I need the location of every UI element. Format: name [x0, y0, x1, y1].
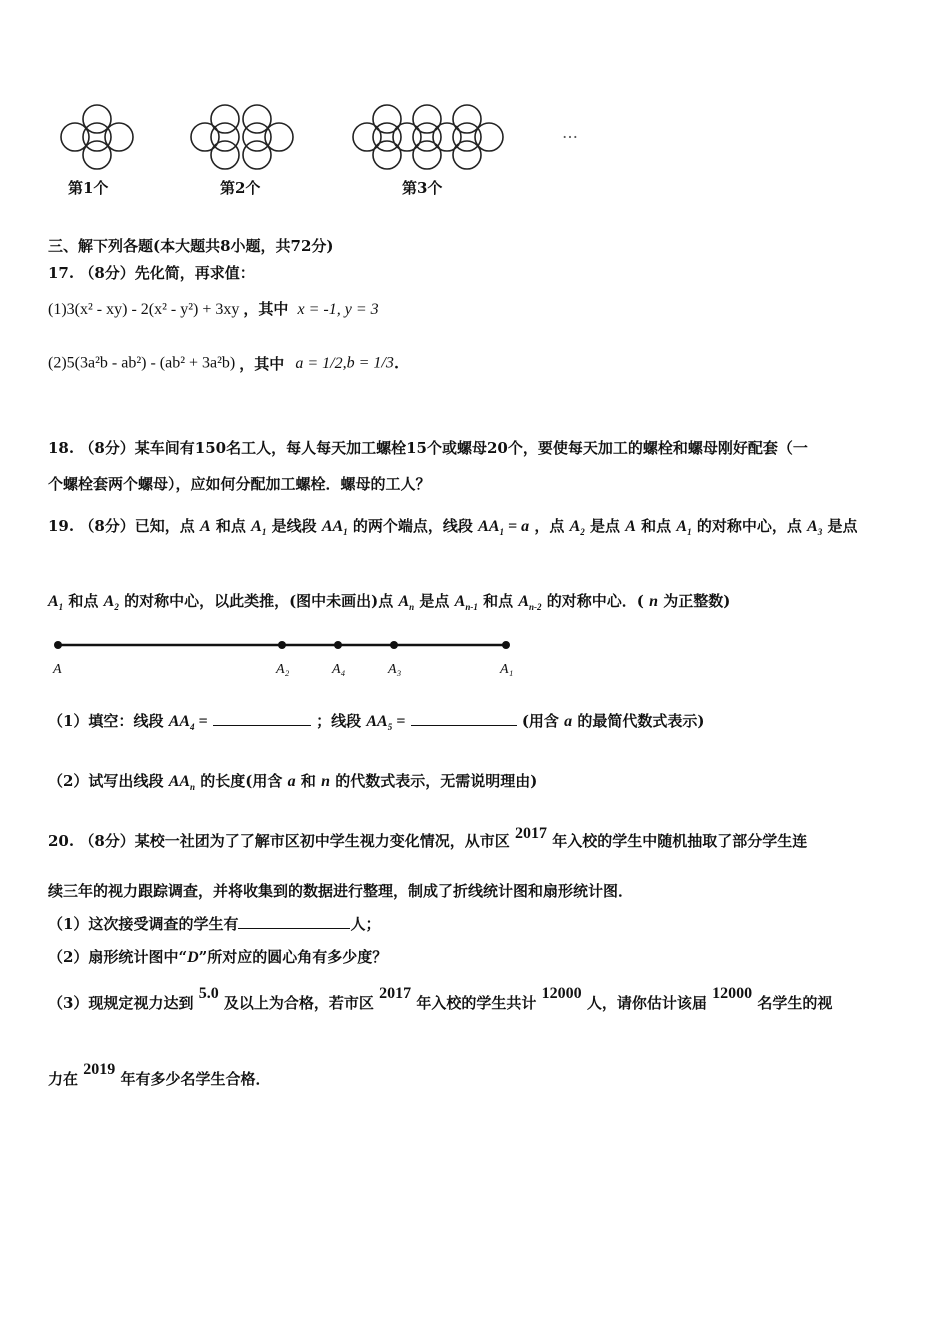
pattern-label-3: 第3个	[402, 179, 443, 197]
q19-seg-aa1: $AA_1$	[321, 518, 348, 538]
q19-sub2	[48, 770, 537, 792]
q19-center: 的对称中心，点	[696, 517, 802, 535]
q17-part1-where: ，其中	[243, 300, 289, 318]
q19-point-dot-a4	[334, 641, 342, 649]
q19-s1-pre: （1）填空：线段	[48, 712, 164, 730]
q19-seg: 是线段	[271, 517, 317, 535]
q19-point-a3: $A_3$	[807, 518, 823, 538]
q20-s2-post: ”所对应的圆心角有多少度？	[198, 948, 388, 966]
q19-point-a1: $A_1$	[251, 518, 267, 538]
q19-s2-a: a	[287, 773, 296, 790]
q20-s3-mid4: 名学生的视	[757, 994, 833, 1012]
q19-line2	[48, 590, 730, 612]
q19-point-a2: $A_2$	[569, 518, 585, 538]
q20-sub1	[48, 913, 380, 934]
pattern-label-2: 第2个	[220, 179, 261, 197]
q20-s3-mid1: 及以上为合格，若市区	[223, 994, 374, 1012]
circle-pattern-svg	[50, 95, 610, 205]
q17-part2-end: .	[393, 354, 400, 373]
q19-l2-an: $A_n$	[398, 593, 415, 613]
q20-last-post: 年有多少名学生合格．	[120, 1070, 271, 1088]
q19-l2-a2: $A_2$	[103, 593, 119, 613]
q19-diagram-label-a2: A₂	[276, 662, 290, 677]
q19-l2-center: 的对称中心，以此类推，(图中未画出)点	[124, 592, 394, 610]
q19-diagram-label-a: A	[53, 662, 62, 677]
q19-l2-is: 是点	[419, 592, 450, 610]
q20-last-pre: 力在	[48, 1070, 79, 1088]
q19-s1-blank2[interactable]	[411, 710, 517, 726]
q19-s1-blank1[interactable]	[213, 710, 311, 726]
q20-sub3	[48, 985, 833, 1013]
pattern-3-circles	[353, 105, 503, 169]
q19-and1: 和点	[215, 517, 246, 535]
q19-l2-a1: $A_1$	[48, 593, 64, 613]
q19-diagram-label-a1: A₁	[500, 662, 514, 677]
q19-s1-a: a	[564, 713, 573, 730]
q19-point-a-2: A	[625, 518, 636, 535]
q19-s1-post2: 的最简代数式表示)	[577, 712, 705, 730]
q19-point-dot-a2	[278, 641, 286, 649]
q19-l2-and2: 和点	[483, 592, 514, 610]
q19-is2: 是点	[827, 517, 858, 535]
q19-s2-pre: （2）试写出线段	[48, 772, 164, 790]
q17-part2-expression: (2)5(3a²b - ab²) - (ab² + 3a²b)	[48, 354, 236, 372]
q19-aa1-eq-a: $AA_1 = a$	[478, 518, 530, 538]
q19-line1	[48, 515, 857, 537]
q19-s1-aa4: $AA_4$ =	[168, 713, 208, 733]
q20-head2: 年入校的学生中随机抽取了部分学生连	[552, 832, 808, 850]
q18-line2: 个螺栓套两个螺母），应如何分配加工螺栓．螺母的工人？	[48, 475, 431, 493]
q20-last-year: 2019	[83, 1061, 116, 1078]
q19-diagram-label-a3: A₃	[388, 662, 402, 677]
q19-l2-an1: $A_{n-1}$	[454, 593, 478, 613]
q19-s2-post: 的代数式表示，无需说明理由)	[335, 772, 538, 790]
q17-part2	[48, 353, 399, 399]
q17-part2-where: ，其中	[239, 355, 285, 373]
q19-segment-diagram	[48, 635, 528, 685]
q19-s1-aa5: $AA_5$ =	[366, 713, 406, 733]
q19-comma: ，点	[534, 517, 565, 535]
q19-l2-int: 为正整数)	[663, 592, 731, 610]
q17-part1-condition: x = -1, y = 3	[297, 301, 379, 318]
q19-point-dot-a1	[502, 641, 510, 649]
q19-l2-center2: 的对称中心．(	[546, 592, 644, 610]
q19-point-dot-a3	[390, 641, 398, 649]
q19-l2-and: 和点	[68, 592, 99, 610]
pattern-1-circles	[61, 105, 133, 169]
q17-part1	[48, 298, 379, 319]
q19-point-a1-2: $A_1$	[676, 518, 692, 538]
q20-line2: 续三年的视力跟踪调查，并将收集到的数据进行整理，制成了折线统计图和扇形统计图．	[48, 882, 634, 900]
pattern-label-1: 第1个	[68, 179, 109, 197]
q19-point-dot-a	[54, 641, 62, 649]
q20-s3-year: 2017	[379, 985, 412, 1002]
q20-s3-count2: 12000	[712, 985, 753, 1002]
q20-s3-mid2: 年入校的学生共计	[416, 994, 537, 1012]
q20-sub2	[48, 946, 387, 967]
q20-head: 20. （8分）某校一社团为了了解市区初中学生视力变化情况，从市区	[48, 832, 510, 850]
q17-heading: 17. （8分）先化简，再求值：	[48, 264, 255, 282]
circle-pattern-figure	[50, 95, 610, 205]
q19-and2: 和点	[641, 517, 672, 535]
pattern-ellipsis: …	[562, 123, 578, 142]
q17-part2-sep: ,	[342, 354, 347, 372]
q19-head: 19. （8分）已知，点	[48, 517, 195, 535]
q19-s2-n: n	[321, 773, 331, 790]
q20-s3-mid3: 人，请你估计该届	[586, 994, 707, 1012]
q20-s2-pre: （2）扇形统计图中“	[48, 948, 188, 966]
q17-part2-condition-a: a = 1/2	[295, 354, 343, 372]
q20-s2-letter: D	[187, 949, 199, 966]
q19-diagram-label-a4: A₄	[332, 662, 346, 677]
q20-last-line	[48, 1061, 271, 1089]
q20-line1	[48, 825, 808, 851]
q19-l2-an2: $A_{n-2}$	[518, 593, 542, 613]
section-heading: 三、解下列各题(本大题共8小题，共72分)	[48, 237, 334, 255]
q17-part2-condition-b: b = 1/3	[346, 354, 394, 372]
q19-is: 是点	[590, 517, 621, 535]
q19-s2-and: 和	[300, 772, 316, 790]
q19-ends: 的两个端点，线段	[352, 517, 473, 535]
q20-s1-post: 人；	[350, 915, 381, 933]
q19-sub1	[48, 710, 705, 732]
q18-line1: 18. （8分）某车间有150名工人，每人每天加工螺栓15个或螺母20个，要使每天加工的螺栓和螺母刚好配套（一	[48, 439, 808, 457]
q20-s3-val: 5.0	[198, 985, 219, 1002]
q20-s1-pre: （1）这次接受调查的学生有	[48, 915, 239, 933]
q19-l2-n: n	[649, 593, 659, 610]
q20-s1-blank[interactable]	[238, 913, 350, 929]
q19-s1-post: (用含	[521, 712, 559, 730]
q19-point-a: A	[200, 518, 211, 535]
pattern-2-circles	[191, 105, 293, 169]
q20-s3-pre: （3）现规定视力达到	[48, 994, 194, 1012]
q20-year1: 2017	[515, 825, 547, 842]
q19-s1-mid: ；线段	[316, 712, 362, 730]
q19-s2-aan: $AA_n$	[168, 773, 196, 793]
q17-part1-expression: (1)3(x² - xy) - 2(x² - y²) + 3xy	[48, 301, 240, 318]
q19-s2-mid: 的长度(用含	[200, 772, 283, 790]
q20-s3-count1: 12000	[541, 985, 582, 1002]
